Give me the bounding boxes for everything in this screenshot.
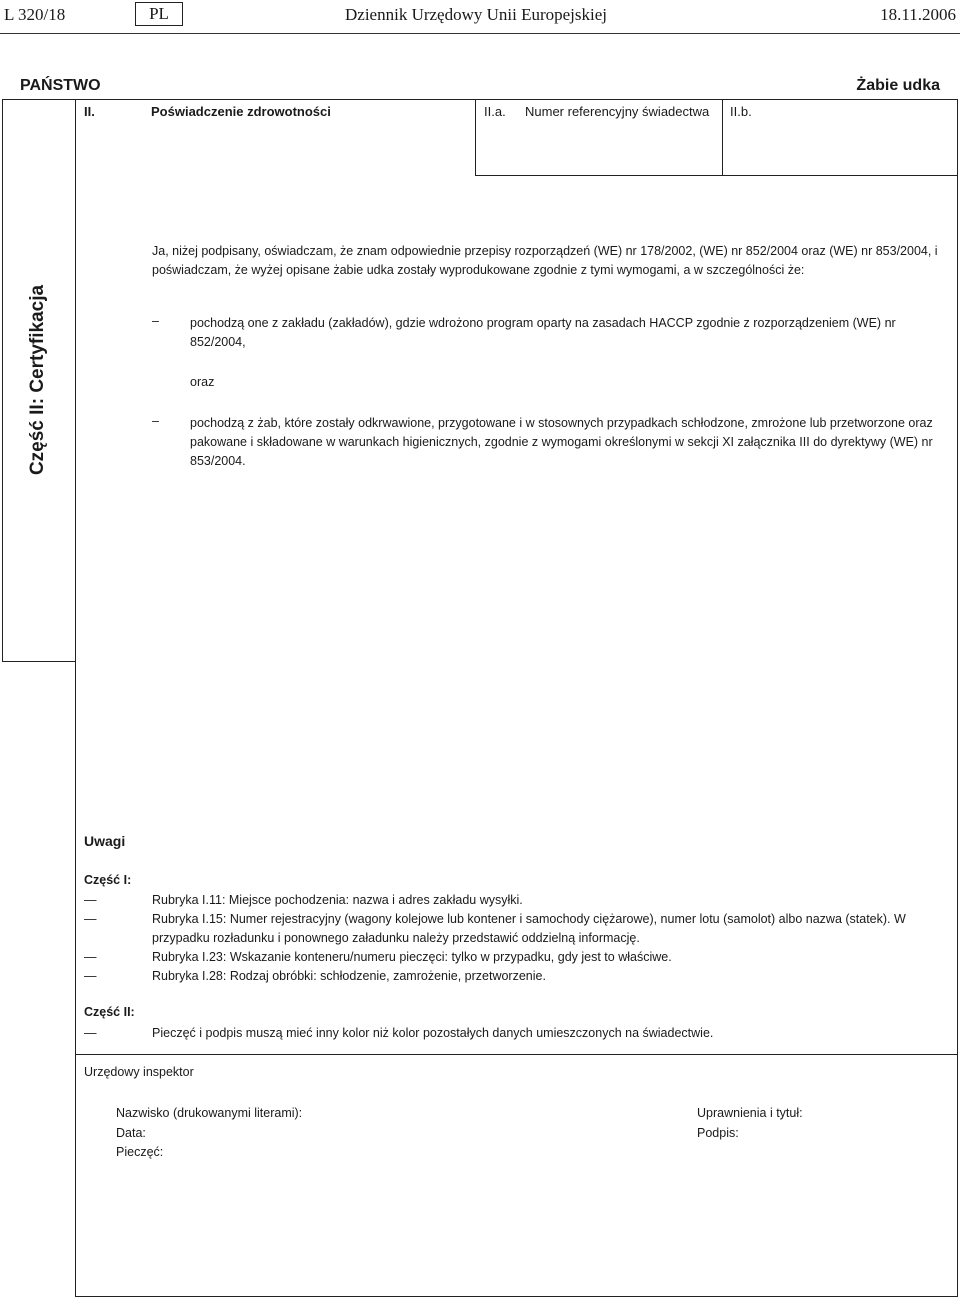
note-text: Rubryka I.15: Numer rejestracyjny (wagony kolejowe lub kontener i samochody ciężarowe), numer lotu (samolot) albo nazwa (statek). W przypadku rozładunku i ponownego załadunku należy przedstawić oddzielną informację. bbox=[152, 912, 906, 945]
inspector-title: Urzędowy inspektor bbox=[84, 1065, 194, 1079]
rights-field-label: Uprawnienia i tytuł: bbox=[697, 1106, 803, 1120]
bullet-dash: – bbox=[152, 414, 159, 428]
ref-box-left-border bbox=[475, 99, 476, 176]
ref-box-bottom-border bbox=[475, 175, 958, 176]
certification-bullet-haccp: pochodzą one z zakładu (zakładów), gdzie wdrożono program oparty na zasadach HACCP zgodnie z rozporządzeniem (WE) nr 852/2004, bbox=[190, 316, 896, 349]
reference-number-title: Numer referencyjny świadectwa bbox=[525, 104, 710, 119]
country-label: PAŃSTWO bbox=[20, 77, 101, 94]
notes-part1-title: Część I: bbox=[84, 873, 132, 887]
header-rule bbox=[0, 33, 960, 34]
inspector-divider bbox=[75, 1054, 958, 1055]
section-number: II. bbox=[84, 104, 95, 119]
note-text: Pieczęć i podpis muszą mieć inny kolor niż kolor pozostałych danych umieszczonych na świadectwie. bbox=[152, 1026, 714, 1040]
frame-top-border bbox=[2, 99, 958, 100]
language-code-box: PL bbox=[135, 2, 183, 26]
journal-title: Dziennik Urzędowy Unii Europejskiej bbox=[345, 5, 608, 24]
page-reference: L 320/18 bbox=[4, 5, 66, 24]
note-dash: — bbox=[84, 912, 97, 926]
signature-field-label: Podpis: bbox=[697, 1126, 739, 1140]
certification-intro: Ja, niżej podpisany, oświadczam, że znam odpowiednie przepisy rozporządzeń (WE) nr 178/2002, (WE) nr 852/2004 oraz (WE) nr 853/2004, i poświadczam, że wyżej opisane żabie udka zostały wyprodukowane zgodnie z tymi wymogami, a w szczególności że: bbox=[152, 244, 938, 277]
side-panel-bottom-border bbox=[2, 661, 76, 662]
publication-date: 18.11.2006 bbox=[880, 5, 956, 24]
note-dash: — bbox=[84, 969, 97, 983]
content-left-border bbox=[75, 99, 76, 1297]
reference-number-code: II.a. bbox=[484, 104, 506, 119]
date-field-label: Data: bbox=[116, 1126, 146, 1140]
note-dash: — bbox=[84, 950, 97, 964]
notes-part2-title: Część II: bbox=[84, 1005, 135, 1019]
product-label: Żabie udka bbox=[856, 77, 940, 94]
certification-connector: oraz bbox=[190, 375, 215, 389]
side-section-label: Część II: Certyfikacja bbox=[27, 284, 48, 476]
frame-left-border bbox=[2, 99, 3, 662]
ref-box-divider bbox=[722, 99, 723, 176]
note-text: Rubryka I.11: Miejsce pochodzenia: nazwa i adres zakładu wysyłki. bbox=[152, 893, 523, 907]
stamp-field-label: Pieczęć: bbox=[116, 1145, 164, 1159]
note-dash: — bbox=[84, 1026, 97, 1040]
bullet-dash: – bbox=[152, 314, 159, 328]
frame-right-border bbox=[957, 99, 958, 1297]
certification-bullet-hygiene: pochodzą z żab, które zostały odkrwawione, przygotowane i w stosownych przypadkach schłodzone, zmrożone lub przetworzone oraz pakowane i składowane w warunkach higienicznych, zgodnie z wymogami określonymi w sekcji XI załącznika III do dyrektywy (WE) nr 853/2004. bbox=[190, 416, 933, 468]
name-field-label: Nazwisko (drukowanymi literami): bbox=[116, 1106, 303, 1120]
notes-title: Uwagi bbox=[84, 833, 126, 849]
note-text: Rubryka I.28: Rodzaj obróbki: schłodzenie, zamrożenie, przetworzenie. bbox=[152, 969, 546, 983]
section-title: Poświadczenie zdrowotności bbox=[151, 104, 331, 119]
note-text: Rubryka I.23: Wskazanie konteneru/numeru pieczęci: tylko w przypadku, gdy jest to właściwe. bbox=[152, 950, 672, 964]
reference-b-code: II.b. bbox=[730, 104, 752, 119]
note-dash: — bbox=[84, 893, 97, 907]
